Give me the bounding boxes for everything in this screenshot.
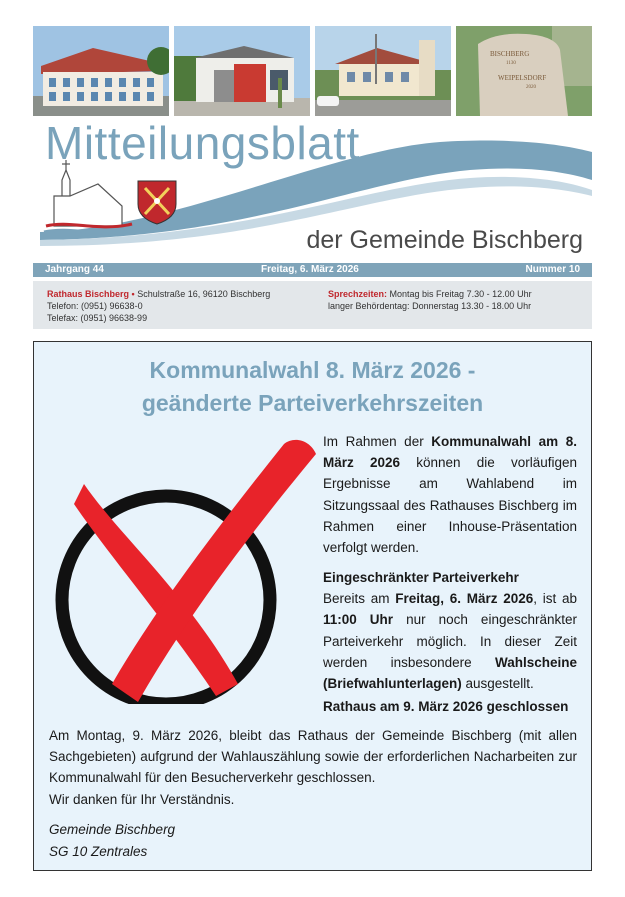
stone-text-1: BISCHBERG	[490, 50, 530, 58]
office-address: Schulstraße 16, 96120 Bischberg	[137, 289, 271, 299]
hours-line-2: langer Behördentag: Donnerstag 13.30 - 18.00 Uhr	[328, 301, 532, 311]
intro-text-a: Im Rahmen der	[323, 434, 432, 449]
hours-line-1: Montag bis Freitag 7.30 - 12.00 Uhr	[389, 289, 532, 299]
stone-text-2: 1130	[506, 61, 516, 66]
restricted-hours-paragraph	[323, 567, 577, 694]
restricted-text-c: , ist ab	[533, 591, 577, 607]
article-box	[33, 341, 592, 871]
headline-line-2: geänderte Parteiverkehrszeiten	[141, 390, 484, 416]
intro-text-c: können die vorläufigen Ergebnisse am Wahlabend im Sitzungssaal des Rathauses Bischberg im Rahmen einer Inhouse-Präsentation verfolgt werden.	[323, 455, 577, 556]
thanks-text: Wir danken für Ihr Verständnis.	[49, 791, 235, 807]
coat-of-arms	[138, 181, 176, 224]
issue-date: Freitag, 6. März 2026	[261, 264, 359, 275]
church-logo	[44, 160, 136, 233]
office-hours-block	[328, 288, 532, 312]
stone-text-3: WEIPELSDORF	[498, 74, 547, 82]
volume-label: Jahrgang 44	[45, 264, 104, 275]
office-fax: Telefax: (0951) 96638-99	[47, 313, 148, 323]
page-subtitle: der Gemeinde Bischberg	[306, 226, 583, 254]
hours-label: Sprechzeiten:	[328, 289, 388, 299]
closure-text: Am Montag, 9. März 2026, bleibt das Rathaus der Gemeinde Bischberg (mit allen Sachgebieten) aufgrund der Wahlauszählung sowie der erforderlichen Nacharbeiten zur Kommunalwahl für den Besucherverkehr geschlossen.	[49, 728, 577, 786]
signature-line-1: Gemeinde Bischberg	[49, 822, 176, 837]
restricted-heading: Eingeschränkter Parteiverkehr	[323, 570, 519, 585]
restricted-text-f: Wahlscheine (Briefwahlunterlagen)	[323, 654, 577, 692]
issue-info-bar	[33, 263, 592, 277]
restricted-text-g: ausgestellt.	[461, 676, 534, 692]
restricted-text-b: Freitag, 6. März 2026	[395, 591, 534, 607]
office-name: Rathaus Bischberg •	[47, 289, 135, 299]
closure-heading: Rathaus am 9. März 2026 geschlossen	[323, 699, 569, 714]
restricted-text-e: nur noch eingeschränkter Parteiverkehr möglich. In dieser Zeit werden insbesondere	[323, 612, 577, 670]
signature-block	[49, 819, 175, 862]
intro-paragraph	[323, 431, 577, 558]
stone-text-4: 2020	[526, 85, 536, 90]
contact-address-block	[47, 288, 270, 324]
closure-paragraph	[49, 725, 577, 810]
headline-line-1: Kommunalwahl 8. März 2026 -	[149, 357, 476, 383]
signature-line-2: SG 10 Zentrales	[49, 843, 148, 859]
restricted-text-a: Bereits am	[323, 591, 396, 607]
article-headline	[34, 354, 591, 420]
office-phone: Telefon: (0951) 96638-0	[47, 301, 143, 311]
intro-text-b: Kommunalwahl am 8. März 2026	[323, 434, 577, 471]
ballot-cross-icon	[48, 434, 320, 704]
contact-panel	[33, 281, 592, 329]
page-title: Mitteilungsblatt	[45, 117, 360, 169]
issue-number: Nummer 10	[525, 264, 580, 275]
restricted-text-d: 11:00 Uhr	[323, 612, 394, 628]
